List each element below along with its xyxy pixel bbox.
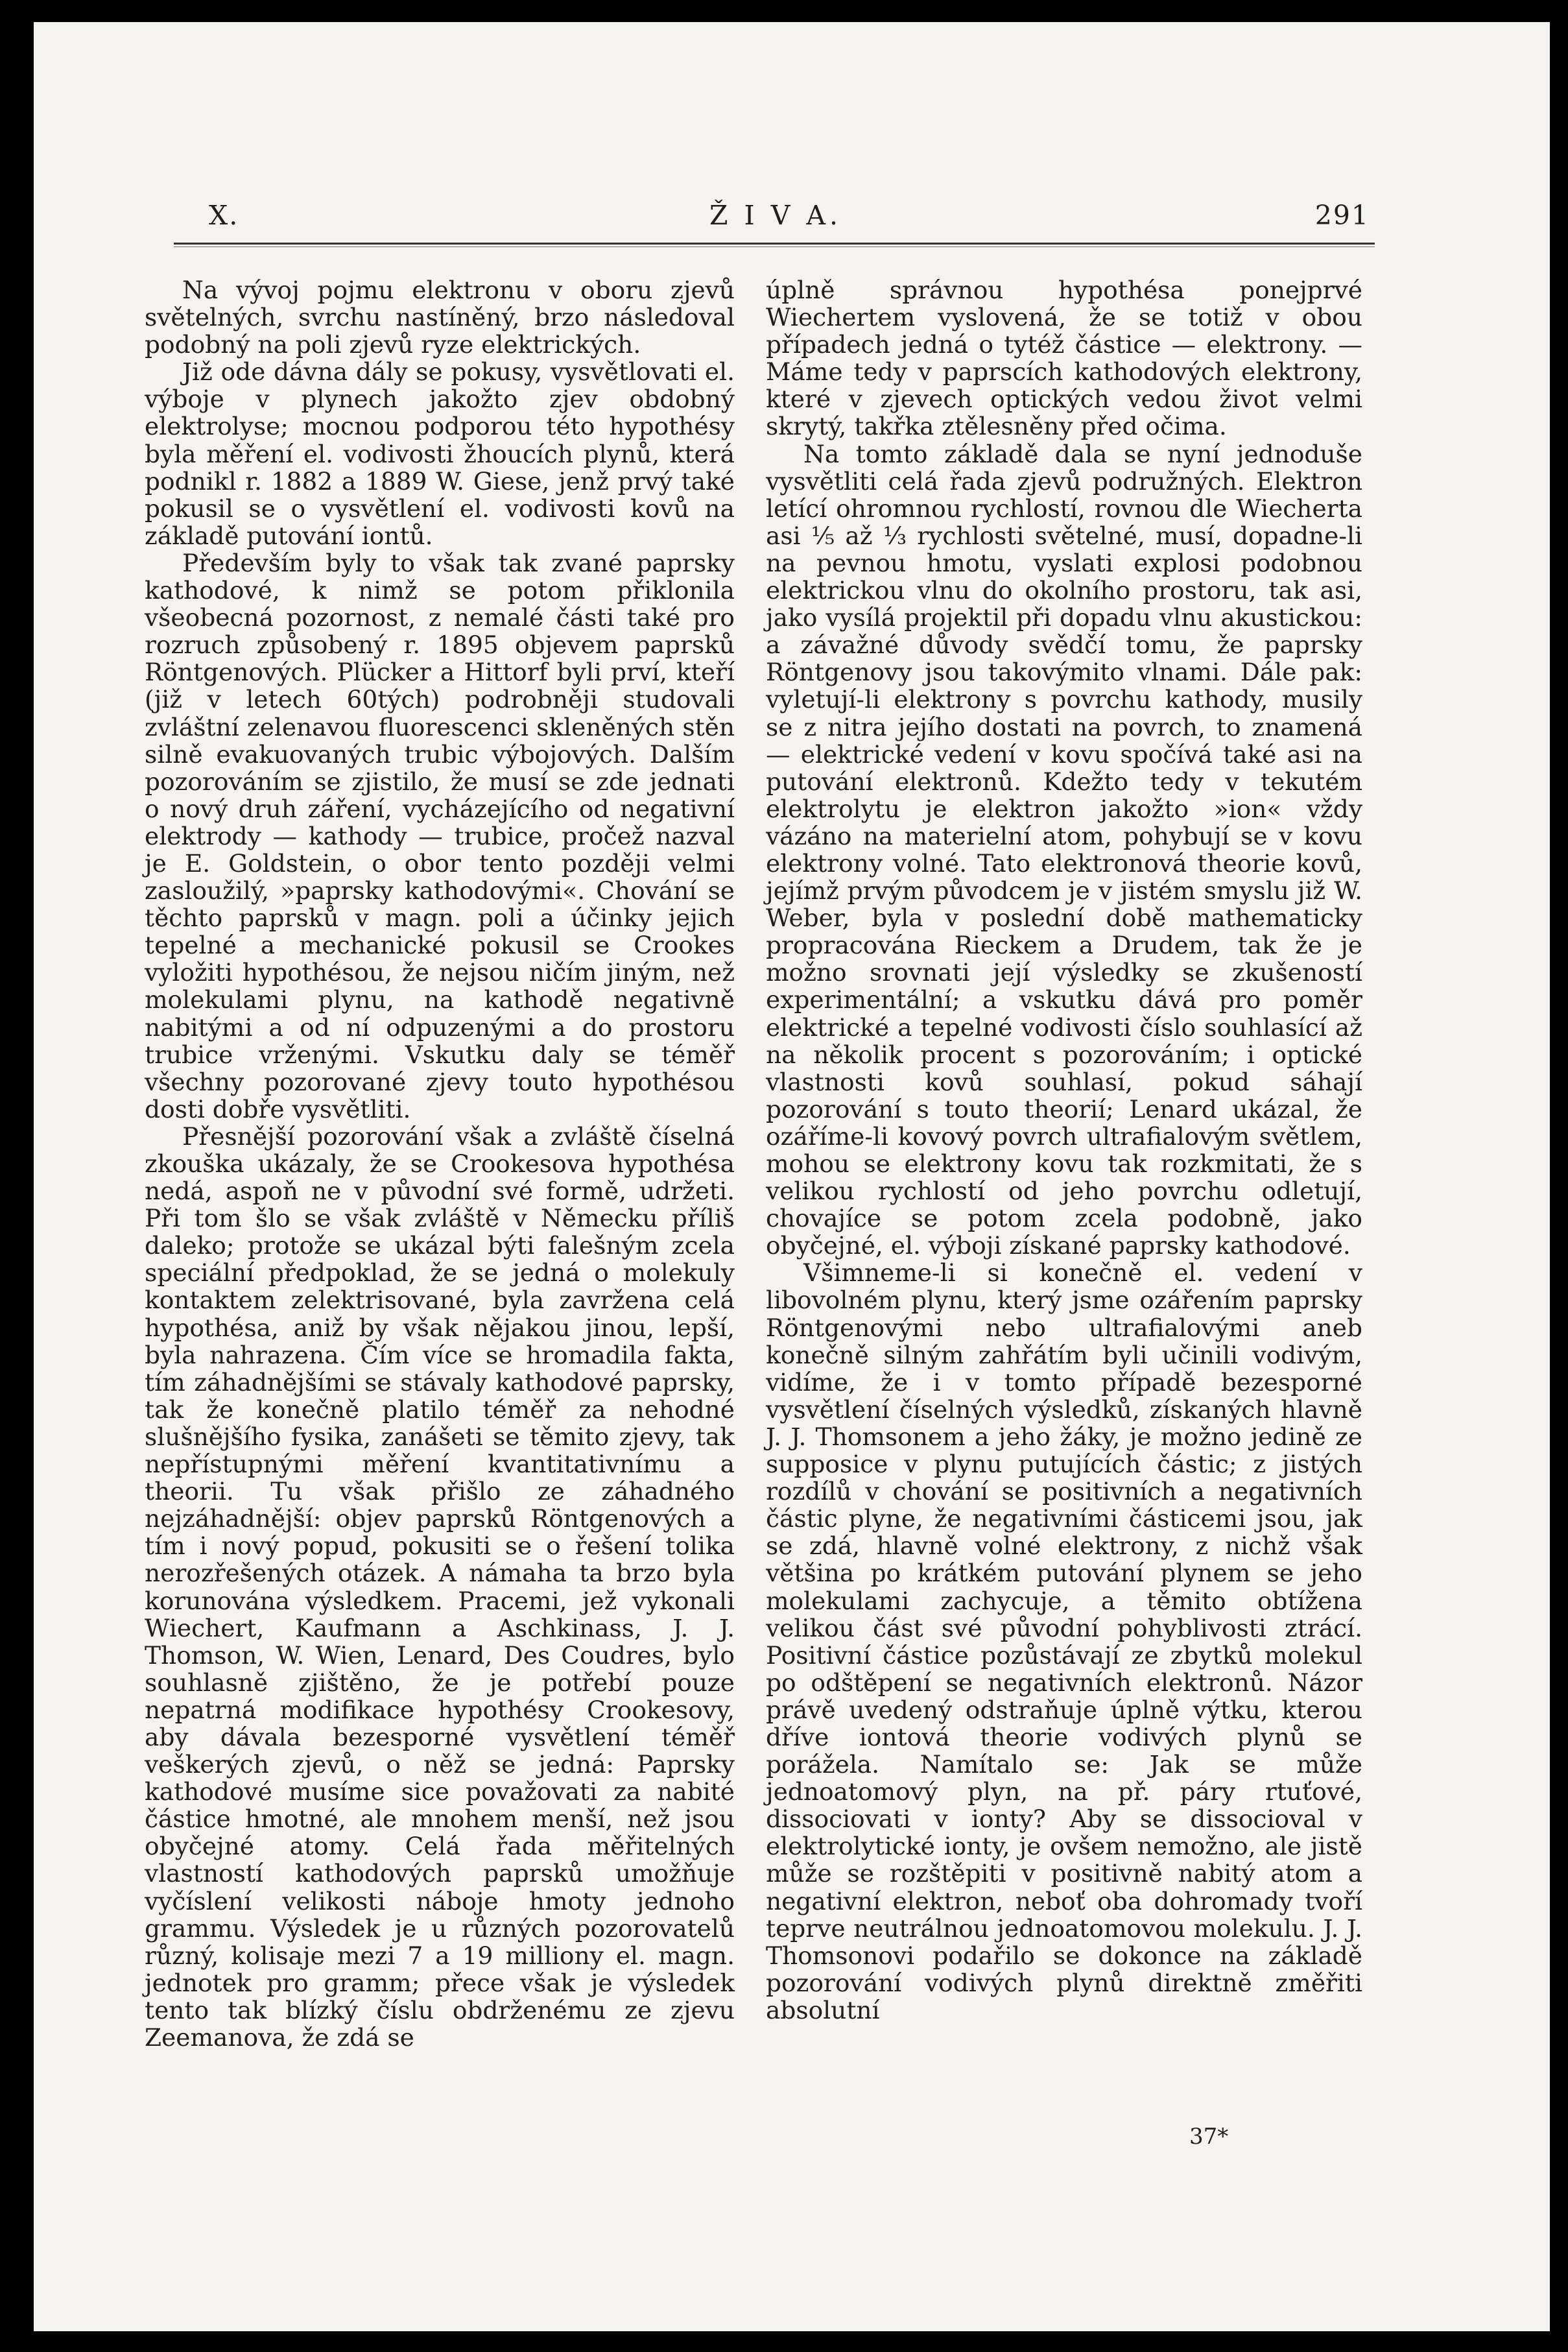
page-number: 291	[1314, 200, 1370, 231]
volume-number: X.	[209, 200, 239, 231]
signature-mark: 37*	[1189, 2124, 1229, 2150]
paragraph: Všimneme-li si konečně el. vedení v libovolném plynu, který jsme ozářením paprsky Röntgenovými nebo ultrafialovými aneb konečně silným zahřátím byli učinili vodivým, vidíme, že i v tomto případě bezesporné vysvětlení číselných výsledků, získaných hlavně J. J. Thomsonem a jeho žáky, je možno jedině ze supposice v plynu putujících částic; z jistých rozdílů v chování se positivních a negativních částic plyne, že negativními částicemi jsou, jak se zdá, hlavně volné elektrony, z nichž však většina po krátkém putování plynem se jeho molekulami zachycuje, a těmito obtížena velikou část své původní pohyblivosti ztrácí. Positivní částice pozůstávají ze zbytků molekul po odštěpení se negativních elektronů. Názor právě uvedený odstraňuje úplně výtku, kterou dříve iontová theorie vodivých plynů se poráželа. Namítalo se: Jak se může jednoatomový plyn, na př. páry rtuťové, dissociovati v ionty? Aby se dissocioval v elektrolytické ionty, je ovšem nemožno, ale jistě může se rozštěpiti v positivně nabitý atom a negativní elektron, neboť oba dohromady tvoří teprve neutrálnou jednoatomovou molekulu. J. J. Thomsonovi podařilo se dokonce na základě pozorování vodivých plynů direktně změřiti absolutní	[766, 1258, 1362, 2024]
header-rule-thin	[174, 246, 1375, 247]
paragraph: Již ode dávna dály se pokusy, vysvětlovati el. výboje v plynech jakožto zjev obdobný elektrolyse; mocnou podporou této hypothésy byla měření el. vodivosti žhoucích plynů, která podnikl r. 1882 a 1889 W. Giese, jenž prvý také pokusil se o vysvětlení el. vodivosti kovů na základě putování iontů.	[145, 357, 735, 550]
journal-page	[34, 22, 1550, 2331]
left-column	[145, 276, 735, 2051]
paragraph: Přesnější pozorování však a zvláště číselná zkouška ukázaly, že se Crookesova hypothésa nedá, aspoň ne v původní své formě, udržeti. Při tom šlo se však zvláště v Německu příliš daleko; protože se ukázal býti falešným zcela speciální předpoklad, že se jedná o molekuly kontaktem zelektrisované, byla zavržena celá hypothésa, aniž by však nějakou jinou, lepší, byla nahrazena. Čím více se hromadila fakta, tím záhadnějšími se stávaly kathodové paprsky, tak že konečně platilo téměř za nehodné slušnějšího fysika, zanášeti se těmito zjevy, tak nepřístupnými měření kvantitativnímu a theorii. Tu však přišlo ze záhadného nejzáhadnější: objev paprsků Röntgenových a tím i nový popud, pokusiti se o řešení tolika nerozřešených otázek. A námaha ta brzo byla korunována výsledkem. Pracemi, jež vykonali Wiechert, Kaufmann a Aschkinass, J. J. Thomson, W. Wien, Lenard, Des Coudres, bylo souhlasně zjištěno, že je potřebí pouze nepatrná modifikace hypothésy Crookesovy, aby dávala bezesporné vysvětlení téměř veškerých zjevů, o něž se jedná: Paprsky kathodové musíme sice považovati za nabité částice hmotné, ale mnohem menší, než jsou obyčejné atomy. Celá řada měřitelných vlastností kathodových paprsků umožňuje vyčíslení velikosti náboje hmoty jednoho grammu. Výsledek je u různých pozorovatelů různý, kolisaje mezi 7 a 19 milliony el. magn. jednotek pro gramm; přece však je výsledek tento tak blízký číslu obdrženému ze zjevu Zeemanova, že zdá se	[145, 1122, 735, 2052]
header-rule	[174, 243, 1375, 245]
paragraph: Především byly to však tak zvané paprsky kathodové, k nimž se potom přiklonila všeobecná pozornost, z nemalé části také pro rozruch způsobený r. 1895 objevem paprsků Röntgenových. Plücker a Hittorf byli prví, kteří (již v letech 60tých) podrobněji studovali zvláštní zelenavou fluorescenci skleněných stěn silně evakuovaných trubic výbojových. Dalším pozorováním se zjistilo, že musí se zde jednati o nový druh záření, vycházejícího od negativní elektrody — kathody — trubice, pročež nazval je E. Goldstein, o obor tento později velmi zasloužilý, »paprsky kathodovými«. Chování se těchto paprsků v magn. poli a účinky jejich tepelné a mechanické pokusil se Crookes vyložiti hypothésou, že nejsou ničím jiným, než molekulami plynu, na kathodě negativně nabitými a od ní odpuzenými a do prostoru trubice vrženými. Vskutku daly se téměř všechny pozorované zjevy touto hypothésou dosti dobře vysvětliti.	[145, 548, 735, 1123]
running-header	[176, 176, 1375, 235]
right-column	[766, 276, 1362, 2024]
paragraph: Na tomto základě dala se nyní jednoduše vysvětliti celá řada zjevů podružných. Elektron letící ohromnou rychlostí, rovnou dle Wiecherta asi ⅕ až ⅓ rychlosti světelné, musí, dopadne-li na pevnou hmotu, vyslati explosi podobnou elektrickou vlnu do okolního prostoru, tak asi, jako vysílá projektil při dopadu vlnu akustickou: a závažné důvody svědčí tomu, že paprsky Röntgenovy jsou takovýmito vlnami. Dále pak: vyletují-li elektrony s povrchu kathody, musily se z nitra jejího dostati na povrch, to znamená — elektrické vedení v kovu spočívá také asi na putování elektronů. Kdežto tedy v tekutém elektrolytu je elektron jakožto »ion« vždy vázáno na materielní atom, pohybují se v kovu elektrony volné. Tato elektronová theorie kovů, jejímž prvým původcem je v jistém smyslu již W. Weber, byla v poslední době mathematicky propracována Rieckem a Drudem, tak že je možno srovnati její výsledky se zkušeností experimentální; a vskutku dává pro poměr elektrické a tepelné vodivosti číslo souhlasící až na několik procent s pozorováním; i optické vlastnosti kovů souhlasí, pokud sáhají pozorování s touto theorií; Lenard ukázal, že ozáříme-li kovový povrch ultrafialovým světlem, mohou se elektrony kovu tak rozkmitati, že s velikou rychlostí od jeho povrchu odletují, chovajíce se potom zcela podobně, jako obyčejné, el. výboji získané paprsky kathodové.	[766, 439, 1362, 1260]
paragraph: úplně správnou hypothésa ponejprvé Wiechertem vyslovená, že se totiž v obou případech jedná o tytéž částice — elektrony. — Máme tedy v paprscích kathodových elektrony, které v zjevech optických vedou život velmi skrytý, takřka ztělesněny před očima.	[766, 276, 1362, 441]
paragraph: Na vývoj pojmu elektronu v oboru zjevů světelných, svrchu nastíněný, brzo následoval podobný na poli zjevů ryze elektrických.	[145, 276, 735, 359]
journal-title: Ž I V A.	[709, 200, 842, 231]
